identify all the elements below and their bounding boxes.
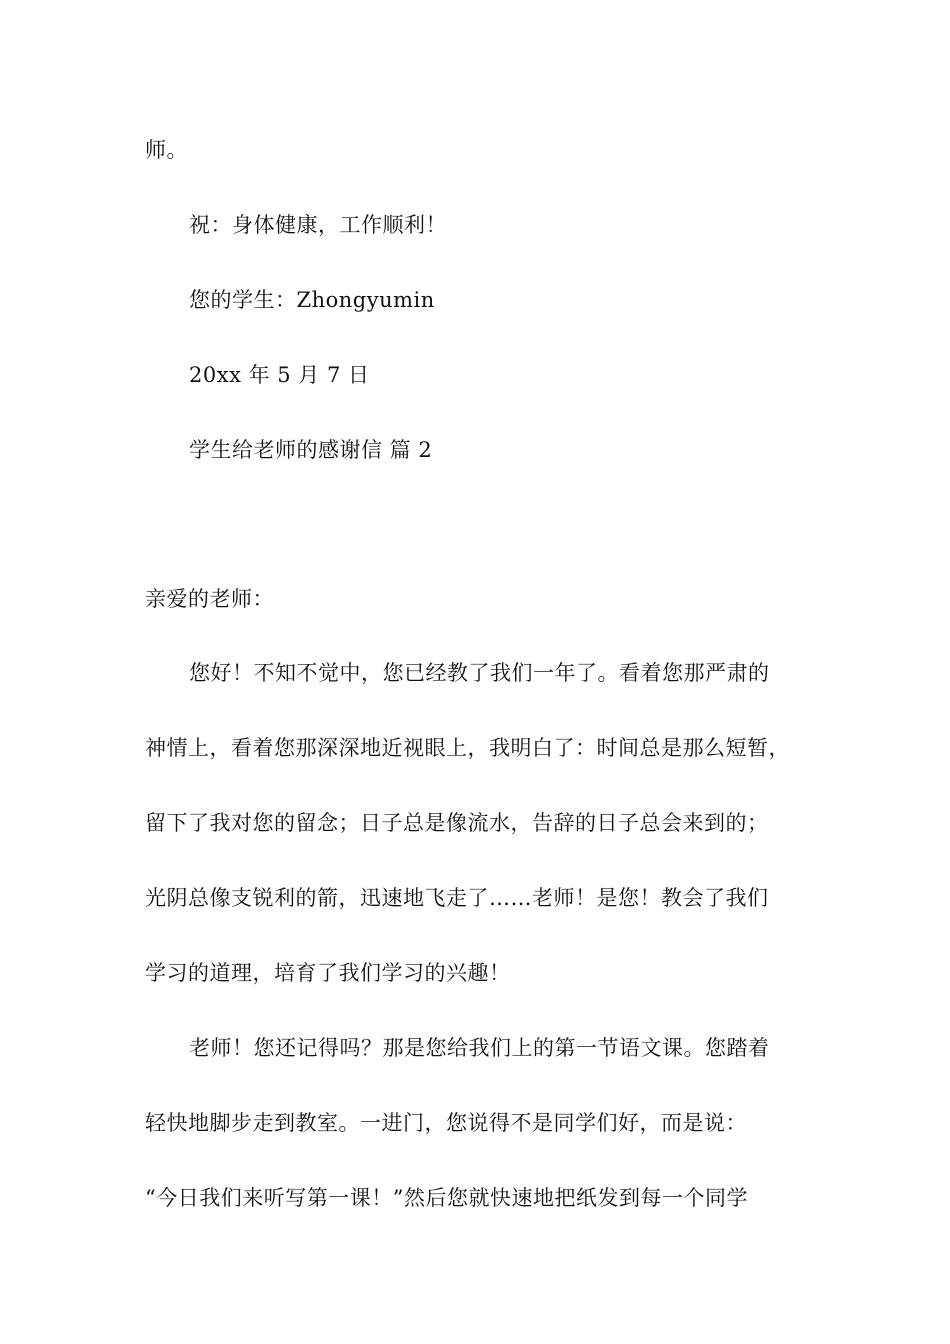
text-line-date: 20xx 年 5 月 7 日 [189, 363, 370, 387]
text-line-signature: 您的学生：Zhongyumin [189, 288, 435, 312]
paragraph-line: 您好！不知不觉中，您已经教了我们一年了。看着您那严肃的 [189, 661, 770, 685]
text-line-wishes: 祝：身体健康，工作顺利！ [189, 213, 447, 237]
paragraph-line: 留下了我对您的留念；日子总是像流水，告辞的日子总会来到的； [145, 811, 769, 835]
paragraph-line: “今日我们来听写第一课！”然后您就快速地把纸发到每一个同学 [145, 1186, 748, 1210]
paragraph-line: 老师！您还记得吗？那是您给我们上的第一节语文课。您踏着 [189, 1036, 770, 1060]
paragraph-line: 神情上，看着您那深深地近视眼上，我明白了：时间总是那么短暂， [145, 736, 790, 760]
section-heading: 学生给老师的感谢信 篇 2 [189, 438, 433, 462]
paragraph-line: 学习的道理，培育了我们学习的兴趣！ [145, 961, 511, 985]
text-line-salutation: 亲爱的老师： [145, 587, 274, 611]
paragraph-line: 轻快地脚步走到教室。一进门，您说得不是同学们好，而是说： [145, 1111, 747, 1135]
text-line-continuation: 师。 [145, 138, 188, 162]
paragraph-line: 光阴总像支锐利的箭，迅速地飞走了……老师！是您！教会了我们 [145, 886, 769, 910]
